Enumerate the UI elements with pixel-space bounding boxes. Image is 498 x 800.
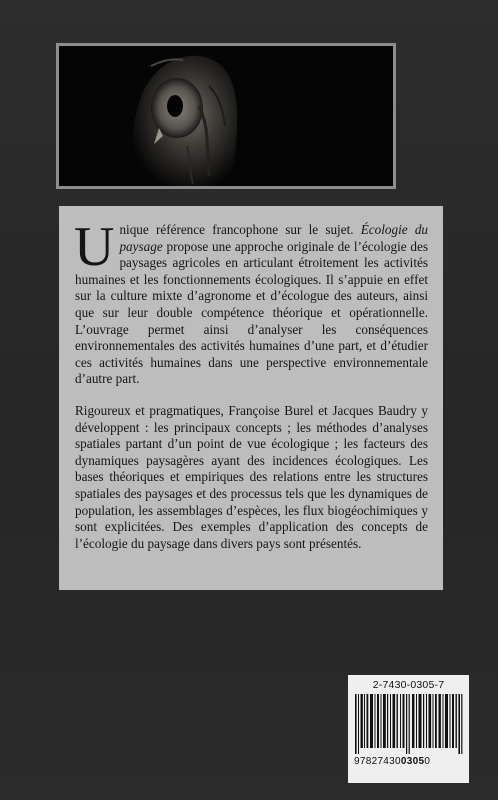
ean-prefix: 97827430 [354,756,401,767]
ean-bold: 0305 [400,756,425,767]
book-title-italic: Écologie du paysage [119,222,429,254]
owl-photo [59,46,393,186]
description-paragraph-1 [74,216,429,388]
ean-number [354,756,463,767]
owl-icon [59,46,393,186]
barcode-icon [355,694,463,754]
photo-frame [56,43,396,189]
description-text: propose une approche originale de l’écologie des paysages agricoles en articulant étroitement les activités humaines et les fonctionnements écologiques. Il s’appuie en effet sur la culture mixte d’agronome et d’écologue des auteurs, ainsi que sur leur double compétence théorique et opérationnelle. L’ouvrage permet ainsi d’analyser les conséquences environnementales des activités humaines d’une part, et d’étudier ces activités humaines dans une perspective environnementale d’autre part. [75,238,428,387]
description-panel [59,206,443,590]
barcode-label [348,675,469,783]
drop-cap: U [74,216,115,278]
description-paragraph-2: Rigoureux et pragmatiques, Françoise Burel et Jacques Baudry y développent : les principaux concepts ; les méthodes d’analyses spatiales partant d’un point de vue écologique ; les facteurs des dynamiques paysagères ayant des incidences écologiques. Les bases théoriques et empiriques des relations entre les structures spatiales des paysages et des processus tels que les dynamiques de population, les assemblages d’espèces, les flux biogéochimiques y sont explicitées. Des exemples d’application des concepts de l’écologie du paysage dans divers pays sont présentés. [75,402,428,551]
intro-text: nique référence francophone sur le sujet. [119,222,361,237]
ean-check: 0 [424,756,431,767]
isbn-number: 2-7430-0305-7 [372,679,445,691]
